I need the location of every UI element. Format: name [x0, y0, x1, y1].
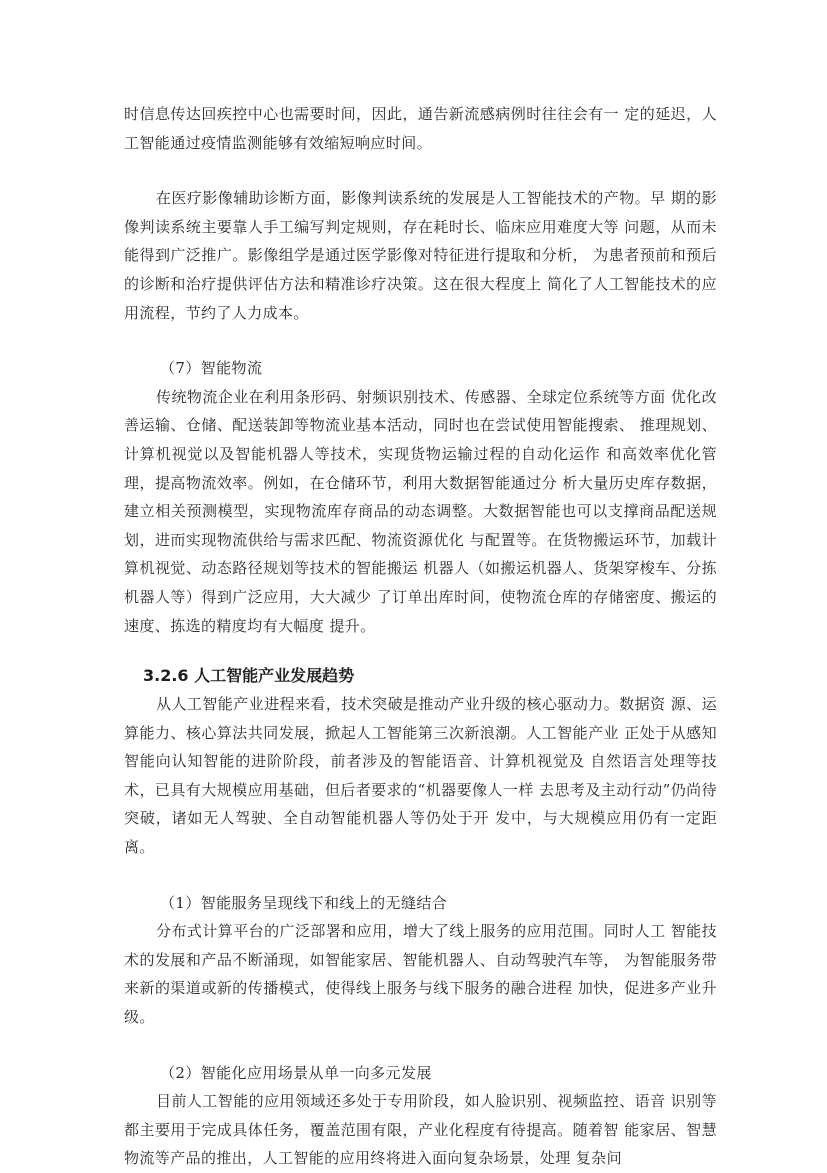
subheading-scenarios: （2）智能化应用场景从单一向多元发展	[160, 1063, 432, 1082]
paragraph-logistics: 传统物流企业在利用条形码、射频识别技术、传感器、全球定位系统等方面 优化改善运输、仓储、配送装卸等物流业基本活动，同时也在尝试使用智能搜索、 推理规划、计算机视觉以及智能机器人等技术，实现货物运输过程的自动化运作 和高效率优化管理，提高物流效率。例如，在仓储环节，利用大数据智能通过分 析大量历史库存数据，建立相关预测模型，实现物流库存商品的动态调整。大数据智能也可以支撑商品配送规划，进而实现物流供给与需求匹配、物流资源优化 与配置等。在货物搬运环节，加载计算机视觉、动态路径规划等技术的智能搬运 机器人（如搬运机器人、货架穿梭车、分拣机器人等）得到广泛应用，大大减少 了订单出库时间，使物流仓库的存储密度、搬运的速度、拣选的精度均有大幅度 提升。	[124, 387, 717, 635]
paragraph-trend: 从人工智能产业进程来看，技术突破是推动产业升级的核心驱动力。数据资 源、运算能力、核心算法共同发展，掀起人工智能第三次新浪潮。人工智能产业 正处于从感知智能向认知智能的进阶阶段，前者涉及的智能语音、计算机视觉及 自然语言处理等技术，已具有大规模应用基础，但后者要求的“机器要像人一样 去思考及主动行动”仍尚待突破，诸如无人驾驶、全自动智能机器人等仍处于开 发中，与大规模应用仍有一定距离。	[124, 695, 717, 857]
subheading-logistics: （7）智能物流	[160, 359, 263, 378]
paragraph-intro: 时信息传达回疾控中心也需要时间，因此，通告新流感病例时往往会有一 定的延迟，人工智能通过疫情监测能够有效缩短响应时间。	[124, 105, 717, 152]
paragraph-imaging: 在医疗影像辅助诊断方面，影像判读系统的发展是人工智能技术的产物。早 期的影像判读系统主要靠人手工编写判定规则，存在耗时长、临床应用难度大等 问题，从而未能得到广泛推广。影像组学是通过医学影像对特征进行提取和分析， 为患者预前和预后的诊断和治疗提供评估方法和精准诊疗决策。这在很大程度上 简化了人工智能技术的应用流程，节约了人力成本。	[124, 189, 717, 322]
paragraph-service: 分布式计算平台的广泛部署和应用，增大了线上服务的应用范围。同时人工 智能技术的发展和产品不断涌现，如智能家居、智能机器人、自动驾驶汽车等， 为智能服务带来新的渠道或新的传播模式，使得线上服务与线下服务的融合进程 加快，促进多产业升级。	[124, 922, 717, 1027]
subheading-service: （1）智能服务呈现线下和线上的无缝结合	[160, 893, 448, 912]
paragraph-scenarios: 目前人工智能的应用领域还多处于专用阶段，如人脸识别、视频监控、语音 识别等都主要用于完成具体任务，覆盖范围有限，产业化程度有待提高。随着智 能家居、智慧物流等产品的推出，人工智能的应用终将进入面向复杂场景，处理 复杂问	[124, 1092, 717, 1168]
section-heading: 3.2.6 人工智能产业发展趋势	[143, 666, 355, 686]
